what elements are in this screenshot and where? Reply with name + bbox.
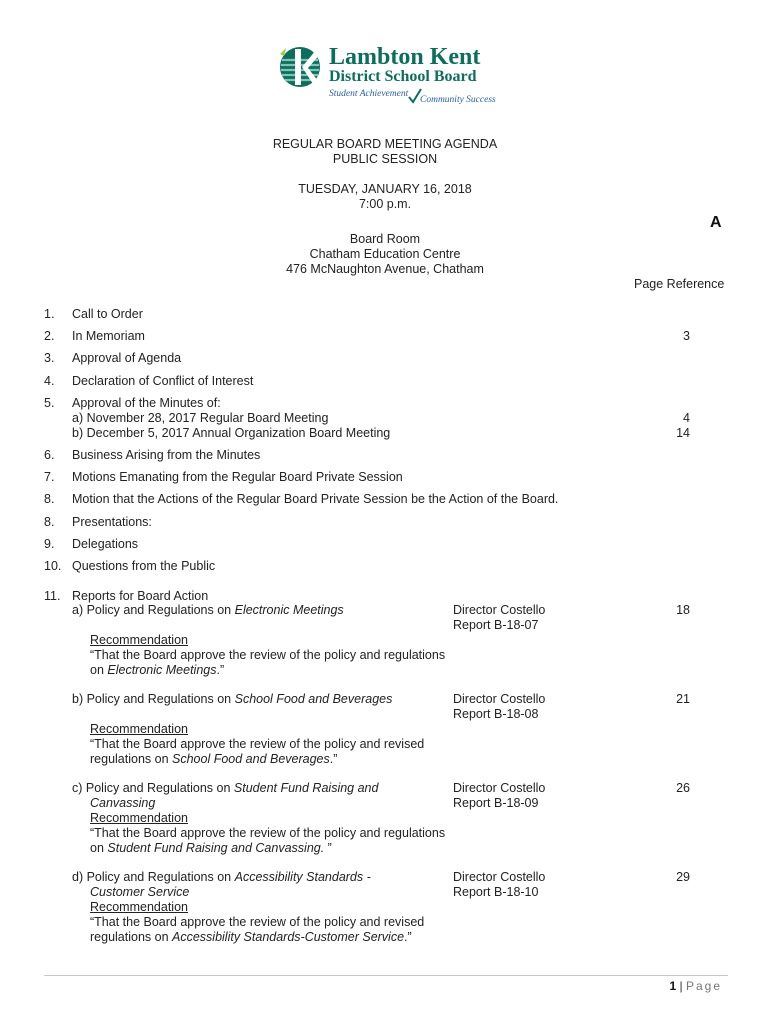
recommendation-text: on Student Fund Raising and Canvassing. ” <box>90 841 332 855</box>
report-number: Report B-18-09 <box>453 796 539 810</box>
logo-name-line2: District School Board <box>329 68 477 85</box>
meeting-time: 7:00 p.m. <box>358 197 412 211</box>
recommendation-label: Recommendation <box>90 633 188 647</box>
recommendation-text: “That the Board approve the review of the policy and regulations <box>90 648 446 662</box>
item-text: Motions Emanating from the Regular Board Private Session <box>72 470 403 484</box>
report-number: Report B-18-07 <box>453 618 539 632</box>
recommendation-label: Recommendation <box>90 900 188 914</box>
report-page: 26 <box>676 781 690 795</box>
item-text: Delegations <box>72 537 139 551</box>
item-text: Questions from the Public <box>72 559 216 573</box>
subitem-page: 14 <box>676 426 690 440</box>
recommendation-label: Recommendation <box>90 811 188 825</box>
meeting-room: Board Room <box>349 232 421 246</box>
meeting-address: 476 McNaughton Avenue, Chatham <box>286 262 484 276</box>
item-text: Approval of the Minutes of: <box>72 396 221 410</box>
session-title: PUBLIC SESSION <box>332 152 438 166</box>
footer-separator: | <box>679 979 683 993</box>
agenda-item <box>0 588 770 604</box>
report-title: c) Policy and Regulations on Student Fund Raising and <box>72 781 379 795</box>
report-title-continued: Customer Service <box>90 885 190 899</box>
report-presenter: Director Costello <box>453 870 546 884</box>
subitem-text: a) November 28, 2017 Regular Board Meeting <box>72 411 329 425</box>
footer-divider <box>44 975 728 976</box>
item-text: Call to Order <box>72 307 143 321</box>
report-title-continued: Canvassing <box>90 796 156 810</box>
agenda-item <box>0 306 770 322</box>
subitem-page: 4 <box>683 411 690 425</box>
board-logo <box>278 44 508 108</box>
agenda-item <box>0 469 770 485</box>
item-number: 5. <box>44 396 55 410</box>
board-emblem-icon <box>278 44 324 90</box>
item-page: 3 <box>683 329 690 343</box>
item-text: Business Arising from the Minutes <box>72 448 261 462</box>
item-text: In Memoriam <box>72 329 145 343</box>
item-number: 3. <box>44 351 55 365</box>
page-label: Page <box>685 979 722 993</box>
item-number: 2. <box>44 329 55 343</box>
item-number: 8. <box>44 515 55 529</box>
agenda-item <box>0 350 770 366</box>
report-page: 29 <box>676 870 690 884</box>
report-title: b) Policy and Regulations on School Food and Beverages <box>72 692 393 706</box>
item-number: 4. <box>44 374 55 388</box>
report-number: Report B-18-10 <box>453 885 539 899</box>
report-number: Report B-18-08 <box>453 707 539 721</box>
recommendation-text: on Electronic Meetings.” <box>90 663 225 677</box>
item-number: 8. <box>44 492 55 506</box>
logo-name-line1: Lambton Kent <box>329 44 481 70</box>
meeting-date: TUESDAY, JANUARY 16, 2018 <box>298 182 472 196</box>
item-number: 9. <box>44 537 55 551</box>
report-presenter: Director Costello <box>453 692 546 706</box>
recommendation-label: Recommendation <box>90 722 188 736</box>
report-presenter: Director Costello <box>453 603 546 617</box>
item-number: 6. <box>44 448 55 462</box>
logo-tagline-left: Student Achievement <box>329 89 409 99</box>
minutes-subitem <box>0 425 770 441</box>
logo-tagline-right: Community Success <box>420 95 496 105</box>
report-page: 21 <box>676 692 690 706</box>
minutes-subitem <box>0 410 770 426</box>
agenda-item <box>0 514 770 530</box>
meeting-centre: Chatham Education Centre <box>309 247 461 261</box>
page-number: 1 <box>669 979 677 993</box>
agenda-item <box>0 447 770 463</box>
item-text: Reports for Board Action <box>72 589 209 603</box>
agenda-item <box>0 328 770 344</box>
item-text: Declaration of Conflict of Interest <box>72 374 254 388</box>
agenda-title: REGULAR BOARD MEETING AGENDA <box>272 137 498 151</box>
item-number: 10. <box>44 559 62 573</box>
recommendation-text: “That the Board approve the review of the policy and revised <box>90 737 425 751</box>
agenda-item <box>0 491 770 507</box>
recommendation-text: regulations on School Food and Beverages.” <box>90 752 338 766</box>
item-text: Presentations: <box>72 515 152 529</box>
recommendation-text: “That the Board approve the review of the policy and revised <box>90 915 425 929</box>
item-number: 7. <box>44 470 55 484</box>
agenda-item <box>0 558 770 574</box>
recommendation-text: “That the Board approve the review of the policy and regulations <box>90 826 446 840</box>
agenda-item <box>0 373 770 389</box>
item-text: Approval of Agenda <box>72 351 182 365</box>
page-footer <box>600 979 722 993</box>
agenda-item <box>0 536 770 552</box>
subitem-text: b) December 5, 2017 Annual Organization Board Meeting <box>72 426 391 440</box>
section-marker: A <box>710 214 722 231</box>
report-page: 18 <box>676 603 690 617</box>
report-presenter: Director Costello <box>453 781 546 795</box>
agenda-item <box>0 395 770 411</box>
page-reference-label: Page Reference <box>634 277 725 291</box>
item-number: 11. <box>44 589 61 603</box>
item-text: Motion that the Actions of the Regular Board Private Session be the Action of the Board. <box>72 492 559 506</box>
item-number: 1. <box>44 307 55 321</box>
report-title: a) Policy and Regulations on Electronic Meetings <box>72 603 344 617</box>
recommendation-text: regulations on Accessibility Standards-Customer Service.” <box>90 930 412 944</box>
report-title: d) Policy and Regulations on Accessibility Standards - <box>72 870 371 884</box>
